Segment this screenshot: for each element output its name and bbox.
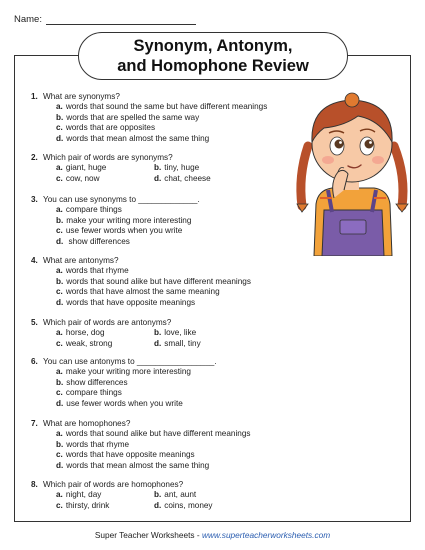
answer-option[interactable]: c. use fewer words when you write <box>56 226 183 236</box>
answer-option[interactable]: a. words that rhyme <box>56 266 129 275</box>
question-number: 3. <box>31 195 38 204</box>
question-7 <box>31 418 331 471</box>
answer-option[interactable]: b. words that are spelled the same way <box>56 112 200 122</box>
question-text: You can use antonyms to _________________. <box>43 357 217 366</box>
question-5 <box>31 317 331 349</box>
answer-option[interactable]: d. small, tiny <box>154 338 201 348</box>
question-text: Which pair of words are synonyms? <box>43 153 173 162</box>
question-number: 6. <box>31 357 38 366</box>
question-text: You can use synonyms to _____________. <box>43 195 200 204</box>
name-label: Name: <box>14 14 42 25</box>
answer-option[interactable]: d. use fewer words when you write <box>56 398 183 408</box>
answer-option[interactable]: c. compare things <box>56 388 122 398</box>
answer-option[interactable]: a. night, day <box>56 490 102 499</box>
worksheet-title <box>78 32 348 80</box>
answer-option[interactable]: a. words that sound alike but have different meanings <box>56 429 251 438</box>
question-number: 5. <box>31 318 38 327</box>
page-footer <box>0 530 425 540</box>
question-number: 1. <box>31 92 38 101</box>
question-text: What are synonyms? <box>43 92 120 101</box>
answer-option[interactable]: d. chat, cheese <box>154 173 211 183</box>
answer-option[interactable]: d. coins, money <box>154 500 213 510</box>
answer-option[interactable]: a. words that sound the same but have different meanings <box>56 102 268 111</box>
answer-option[interactable]: d. words that mean almost the same thing <box>56 133 210 143</box>
answer-option[interactable]: b. words that rhyme <box>56 439 130 449</box>
title-line-2: and Homophone Review <box>117 57 309 75</box>
question-number: 7. <box>31 419 38 428</box>
answer-option[interactable]: b. show differences <box>56 377 128 387</box>
question-number: 2. <box>31 153 38 162</box>
question-1 <box>31 91 331 144</box>
question-text: Which pair of words are homophones? <box>43 480 184 489</box>
question-text: What are homophones? <box>43 419 131 428</box>
question-number: 8. <box>31 480 38 489</box>
answer-option[interactable]: b. ant, aunt <box>154 490 197 499</box>
answer-option[interactable]: b. tiny, huge <box>154 163 200 172</box>
answer-option[interactable]: d. words that have opposite meanings <box>56 297 196 307</box>
question-text: Which pair of words are antonyms? <box>43 318 172 327</box>
question-6 <box>31 356 331 409</box>
answer-option[interactable]: a. giant, huge <box>56 163 107 172</box>
question-number: 4. <box>31 256 38 265</box>
answer-option[interactable]: b. love, like <box>154 328 197 337</box>
question-3 <box>31 194 331 247</box>
question-text: What are antonyms? <box>43 256 119 265</box>
answer-option[interactable]: b. make your writing more interesting <box>56 215 192 225</box>
answer-option[interactable]: c. words that have almost the same meaning <box>56 287 220 297</box>
title-line-1: Synonym, Antonym, <box>133 37 293 55</box>
question-4 <box>31 255 331 308</box>
answer-option[interactable]: a. make your writing more interesting <box>56 367 191 376</box>
footer-separator: - <box>194 530 202 540</box>
answer-option[interactable]: a. horse, dog <box>56 328 105 337</box>
answer-option[interactable]: c. cow, now <box>56 173 100 183</box>
question-2 <box>31 152 331 184</box>
answer-option[interactable]: c. words that are opposites <box>56 123 156 133</box>
answer-option[interactable]: d. show differences <box>56 236 130 246</box>
question-8 <box>31 479 331 511</box>
answer-option[interactable]: c. words that have opposite meanings <box>56 450 195 460</box>
answer-option[interactable]: c. weak, strong <box>56 338 113 348</box>
answer-option[interactable]: a. compare things <box>56 205 122 214</box>
footer-url-link[interactable]: www.superteacherworksheets.com <box>201 530 331 540</box>
answer-option[interactable]: c. thirsty, drink <box>56 500 110 510</box>
footer-brand: Super Teacher Worksheets <box>94 530 195 540</box>
answer-option[interactable]: b. words that sound alike but have different meanings <box>56 276 251 286</box>
name-field[interactable] <box>14 14 196 25</box>
thinking-girl-illustration <box>288 86 414 256</box>
answer-option[interactable]: d. words that mean almost the same thing <box>56 460 210 470</box>
name-blank-line[interactable] <box>46 16 196 25</box>
